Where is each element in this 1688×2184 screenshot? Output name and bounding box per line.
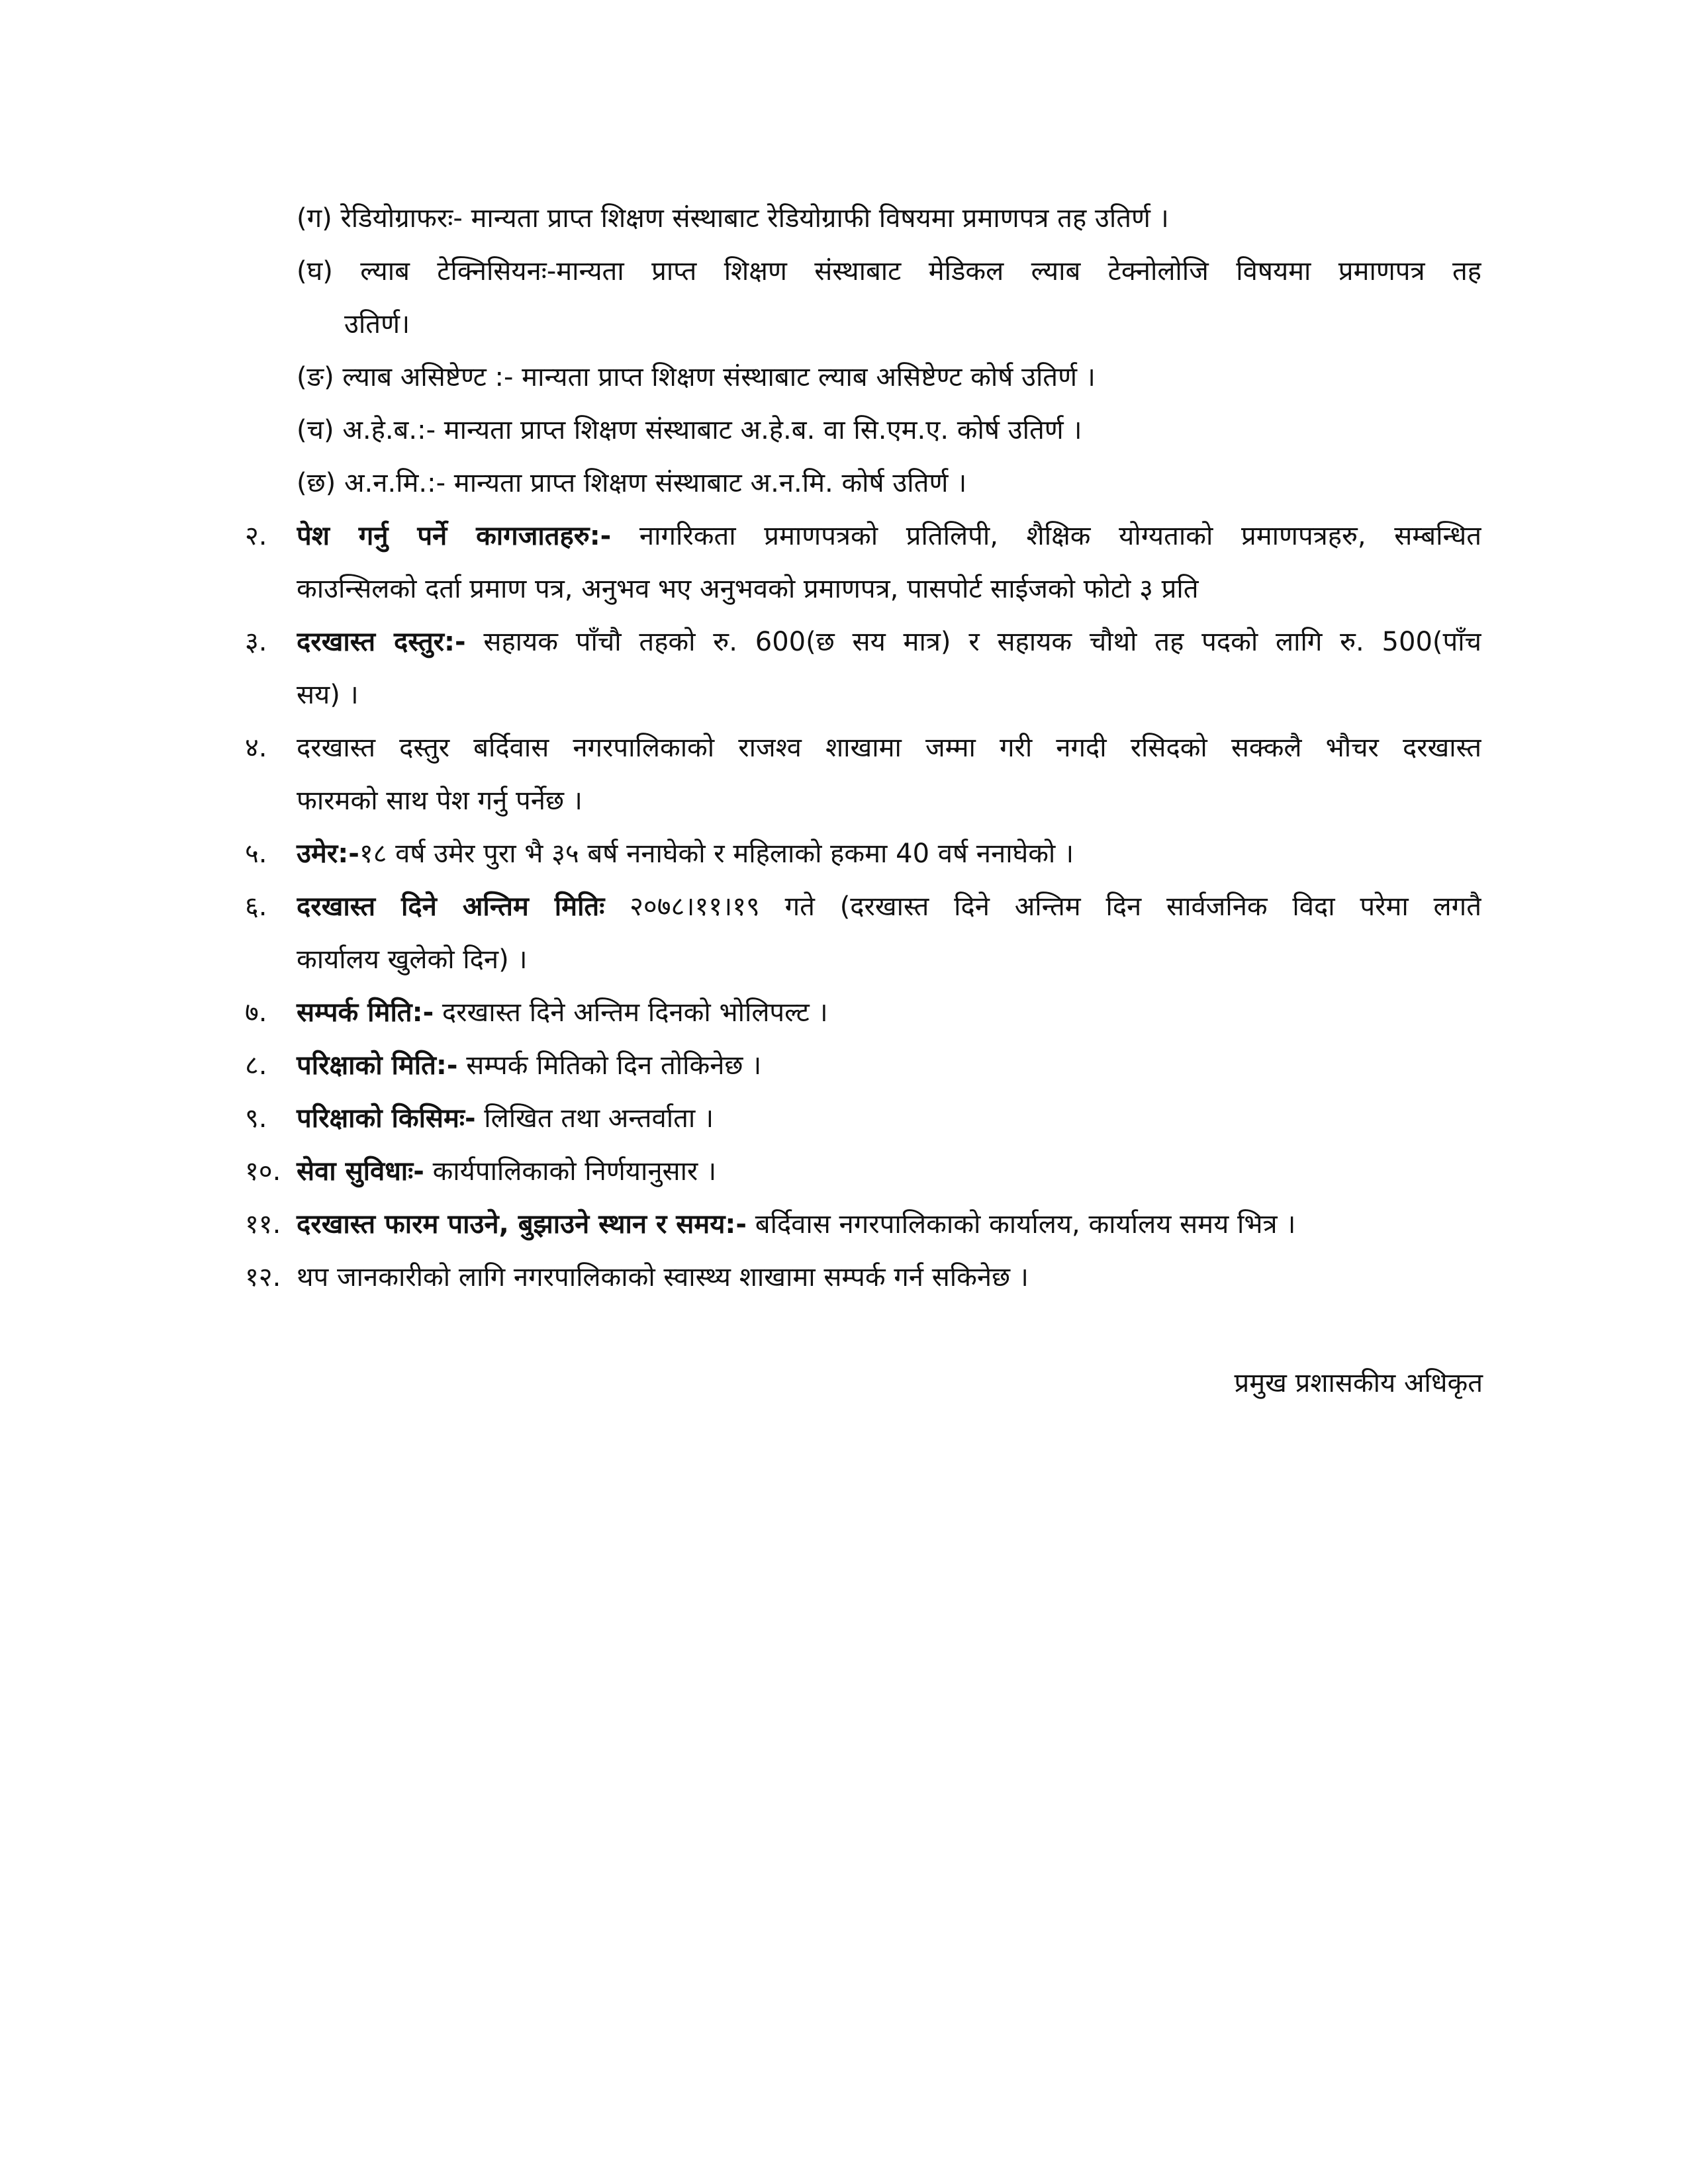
qualification-lab-technician: (घ) ल्याब टेक्निसियनः-मान्यता प्राप्त शिक्षण संस्थाबाट मेडिकल ल्याब टेक्नोलोजि विषयमा प्रमाणपत्र तह (297, 256, 1481, 287)
contact-date (297, 986, 1481, 1039)
item-heading: सम्पर्क मिति:- (297, 997, 434, 1028)
item-heading: सेवा सुविधाः- (297, 1156, 424, 1187)
exam-date (297, 1039, 1481, 1092)
service-benefits (297, 1145, 1481, 1198)
application-deadline-cont: कार्यालय खुलेको दिन) । (297, 944, 528, 975)
item-number: ८. (245, 1050, 267, 1081)
exam-type (297, 1092, 1481, 1145)
item-number: १२. (245, 1262, 281, 1293)
item-text: सहायक पाँचौ तहको रु. 600(छ सय मात्र) र सहायक चौथो तह पदको लागि रु. 500(पाँच (465, 627, 1481, 657)
application-deadline (297, 880, 1481, 933)
item-text: दरखास्त दिने अन्तिम दिनको भोलिपल्ट । (434, 997, 828, 1028)
item-text: कार्यपालिकाको निर्णयानुसार । (424, 1156, 717, 1187)
item-text: बर्दिवास नगरपालिकाको कार्यालय, कार्यालय समय भित्र । (747, 1209, 1296, 1240)
required-documents-cont: काउन्सिलको दर्ता प्रमाण पत्र, अनुभव भए अनुभवको प्रमाणपत्र, पासपोर्ट साईजको फोटो ३ प्रति (297, 574, 1199, 604)
item-text: सम्पर्क मितिको दिन तोकिनेछ । (457, 1050, 762, 1081)
item-heading: दरखास्त फारम पाउने, बुझाउने स्थान र समय:- (297, 1209, 747, 1240)
item-number: ६. (245, 891, 267, 922)
item-number: १०. (245, 1156, 281, 1187)
item-number: ३. (245, 627, 267, 657)
item-number: ११. (245, 1209, 281, 1240)
item-heading: उमेर:- (297, 839, 359, 869)
form-location-time (297, 1198, 1481, 1251)
fee-deposit-instruction: दरखास्त दस्तुर बर्दिवास नगरपालिकाको राजश्व शाखामा जम्मा गरी नगदी रसिदको सक्कलै भौचर दरखास्त (297, 733, 1481, 763)
age-requirement (297, 827, 1481, 880)
item-number: ४. (245, 733, 267, 763)
item-number: २. (245, 521, 267, 551)
qualification-radiographer: (ग) रेडियोग्राफरः- मान्यता प्राप्त शिक्षण संस्थाबाट रेडियोग्राफी विषयमा प्रमाणपत्र तह उतिर्ण । (297, 203, 1169, 234)
item-number: ९. (245, 1103, 267, 1134)
item-heading: दरखास्त दस्तुर:- (297, 627, 466, 657)
qualification-lab-technician-cont: उतिर्ण। (344, 309, 410, 340)
application-fee (297, 615, 1481, 668)
item-heading: परिक्षाको मिति:- (297, 1050, 458, 1081)
fee-deposit-instruction-cont: फारमको साथ पेश गर्नु पर्नेछ । (297, 786, 583, 816)
item-heading: पेश गर्नु पर्ने कागजातहरु:- (297, 521, 612, 551)
item-text: १८ वर्ष उमेर पुरा भै ३५ बर्ष ननाघेको र महिलाको हकमा 40 वर्ष ननाघेको । (359, 839, 1074, 869)
item-heading: परिक्षाको किसिमः- (297, 1103, 476, 1134)
item-heading: दरखास्त दिने अन्तिम मितिः (297, 891, 605, 922)
required-documents (297, 510, 1481, 563)
application-fee-cont: सय) । (297, 680, 359, 710)
qualification-lab-assistant: (ङ) ल्याब असिष्टेण्ट :- मान्यता प्राप्त शिक्षण संस्थाबाट ल्याब असिष्टेण्ट कोर्ष उतिर्ण । (297, 362, 1096, 392)
item-number: ७. (245, 997, 267, 1028)
further-information: थप जानकारीको लागि नगरपालिकाको स्वास्थ्य शाखामा सम्पर्क गर्न सकिनेछ । (297, 1262, 1029, 1293)
signature-title: प्रमुख प्रशासकीय अधिकृत (1234, 1368, 1483, 1398)
qualification-anm: (छ) अ.न.मि.:- मान्यता प्राप्त शिक्षण संस्थाबाट अ.न.मि. कोर्ष उतिर्ण । (297, 468, 967, 498)
item-text: नागरिकता प्रमाणपत्रको प्रतिलिपी, शैक्षिक योग्यताको प्रमाणपत्रहरु, सम्बन्धित (611, 521, 1481, 551)
item-text: २०७८।११।१९ गते (दरखास्त दिने अन्तिम दिन सार्वजनिक विदा परेमा लगतै (604, 891, 1481, 922)
item-number: ५. (245, 839, 267, 869)
qualification-aheb: (च) अ.हे.ब.:- मान्यता प्राप्त शिक्षण संस्थाबाट अ.हे.ब. वा सि.एम.ए. कोर्ष उतिर्ण । (297, 415, 1082, 445)
item-text: लिखित तथा अन्तर्वाता । (475, 1103, 714, 1134)
